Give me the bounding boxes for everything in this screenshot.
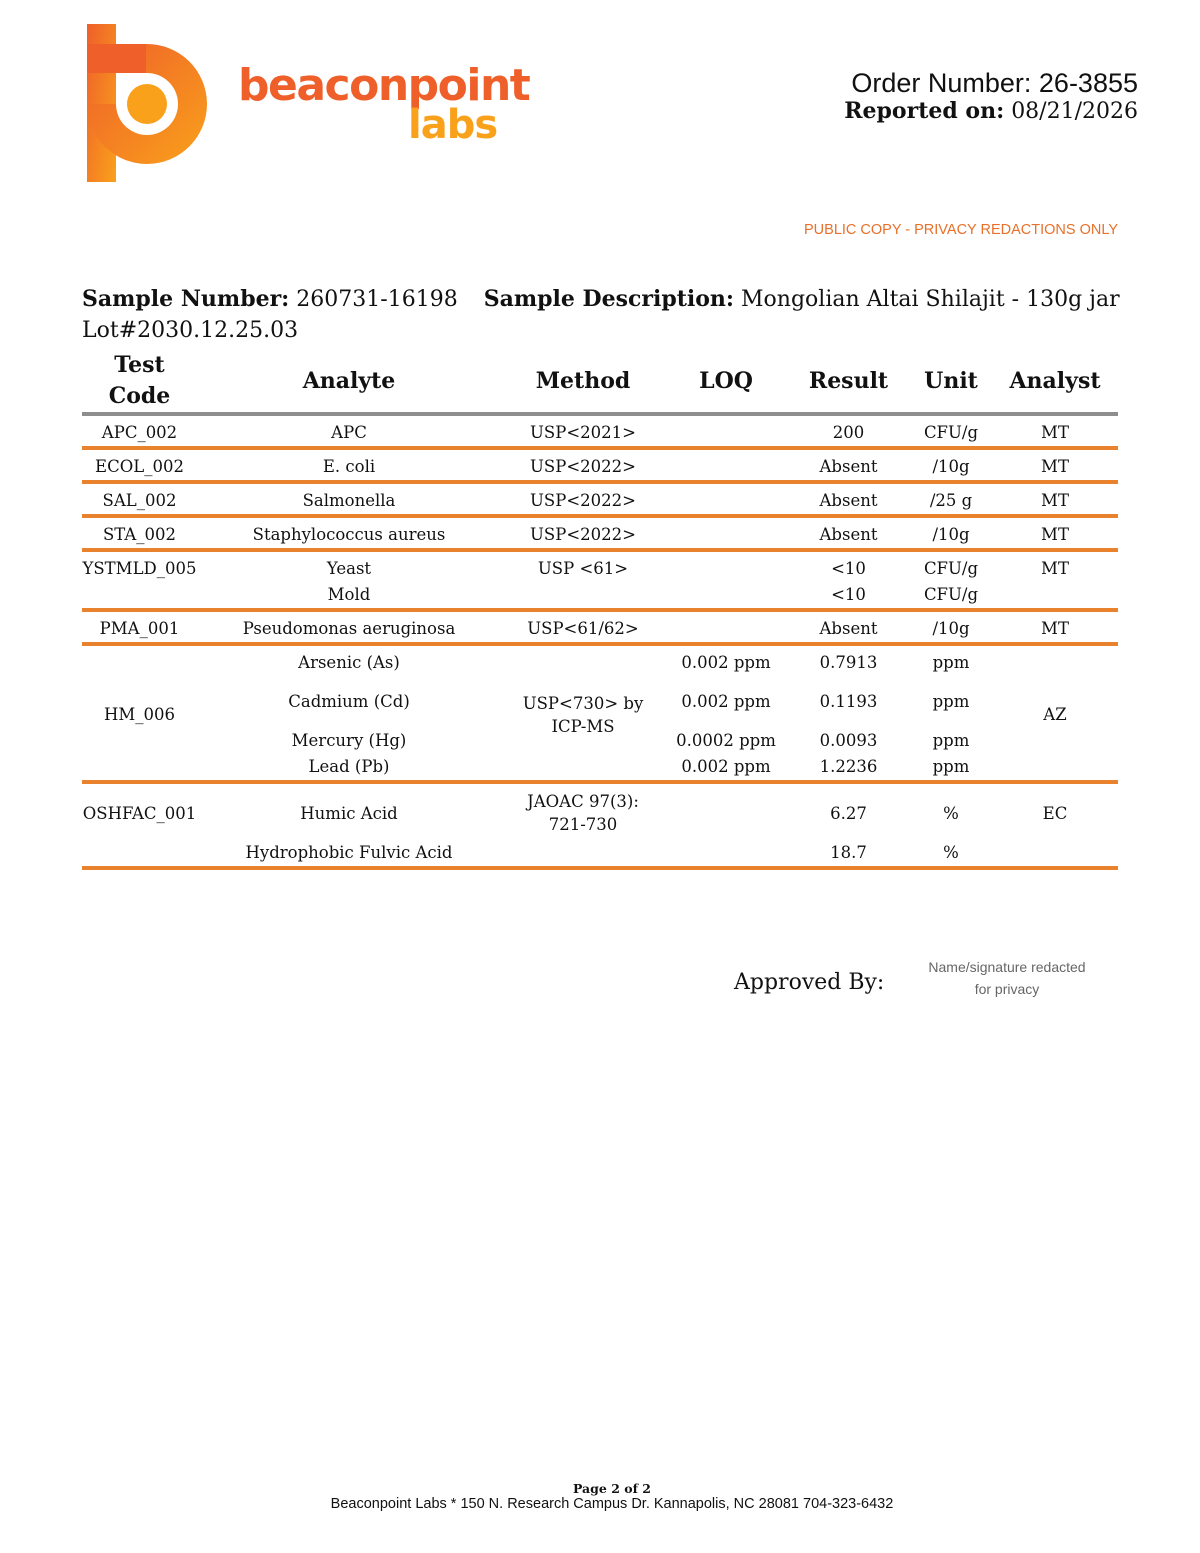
analyte: Humic Acid Hydrophobic Fulvic Acid xyxy=(197,782,501,868)
analyte: Yeast Mold xyxy=(197,550,501,610)
header-test-code: Test Code xyxy=(82,350,197,414)
unit: CFU/g CFU/g xyxy=(910,550,992,610)
method: USP<2022> xyxy=(501,482,665,516)
unit: % % xyxy=(910,782,992,868)
table-row xyxy=(82,448,1118,482)
test-code: ECOL_002 xyxy=(82,448,197,482)
redacted-line-2: for privacy xyxy=(974,981,1040,997)
order-number: Order Number: 26-3855 xyxy=(851,68,1138,98)
loq xyxy=(665,448,787,482)
sample-description-label: Sample Description: xyxy=(483,286,735,312)
unit: /25 g xyxy=(910,482,992,516)
unit: /10g xyxy=(910,610,992,644)
public-copy-notice: PUBLIC COPY - PRIVACY REDACTIONS ONLY xyxy=(804,222,1118,238)
table-row xyxy=(82,782,1118,868)
header-loq: LOQ xyxy=(665,350,787,414)
reported-date: 08/21/2026 xyxy=(1011,99,1138,124)
approved-by-label: Approved By: xyxy=(734,970,885,995)
method: USP<2022> xyxy=(501,448,665,482)
loq xyxy=(665,782,787,868)
loq xyxy=(665,516,787,550)
result: Absent xyxy=(787,610,910,644)
sample-info xyxy=(82,284,1122,346)
unit: /10g xyxy=(910,448,992,482)
test-code: APC_002 xyxy=(82,414,197,448)
table-row xyxy=(82,414,1118,448)
brand-sub: labs xyxy=(408,102,498,148)
loq xyxy=(665,414,787,448)
header-result: Result xyxy=(787,350,910,414)
test-code: HM_006 xyxy=(82,644,197,782)
method: USP <61> xyxy=(501,550,665,610)
redacted-line-1: Name/signature redacted xyxy=(928,959,1086,975)
analyte: Arsenic (As) Cadmium (Cd) Mercury (Hg) Lead (Pb) xyxy=(197,644,501,782)
results-table xyxy=(82,350,1118,870)
header-method: Method xyxy=(501,350,665,414)
loq: 0.002 ppm 0.002 ppm 0.0002 ppm 0.002 ppm xyxy=(665,644,787,782)
analyst: MT xyxy=(992,448,1118,482)
loq xyxy=(665,610,787,644)
test-code: STA_002 xyxy=(82,516,197,550)
page-footer xyxy=(0,1482,1200,1512)
analyte: E. coli xyxy=(197,448,501,482)
beaconpoint-mark-icon xyxy=(86,22,216,187)
analyst: MT xyxy=(992,482,1118,516)
table-row xyxy=(82,482,1118,516)
sample-number-label: Sample Number: xyxy=(82,286,290,312)
analyst: MT xyxy=(992,516,1118,550)
header-unit: Unit xyxy=(910,350,992,414)
test-code: SAL_002 xyxy=(82,482,197,516)
order-info xyxy=(844,68,1138,125)
sample-number: 260731-16198 xyxy=(296,287,458,312)
result: Absent xyxy=(787,482,910,516)
reported-label: Reported on: xyxy=(844,98,1005,124)
analyst: EC xyxy=(992,782,1118,868)
method: USP<2021> xyxy=(501,414,665,448)
sample-description: Mongolian Altai Shilajit - 130g jar Lot#2030.12.25.03 xyxy=(82,287,1120,343)
analyst: MT xyxy=(992,550,1118,610)
header-analyte: Analyte xyxy=(197,350,501,414)
analyst: AZ xyxy=(992,644,1118,782)
table-row xyxy=(82,550,1118,610)
table-row xyxy=(82,610,1118,644)
method: USP<61/62> xyxy=(501,610,665,644)
test-code: YSTMLD_005 xyxy=(82,550,197,610)
result: 200 xyxy=(787,414,910,448)
analyte: APC xyxy=(197,414,501,448)
unit: ppm ppm ppm ppm xyxy=(910,644,992,782)
method: USP<730> by ICP-MS xyxy=(501,644,665,782)
loq xyxy=(665,550,787,610)
table-row xyxy=(82,644,1118,782)
result: <10 <10 xyxy=(787,550,910,610)
redacted-signature xyxy=(904,956,1110,1000)
analyst: MT xyxy=(992,414,1118,448)
beaconpoint-logo xyxy=(86,22,530,187)
header-analyst: Analyst xyxy=(992,350,1118,414)
table-header-row xyxy=(82,350,1118,414)
analyte: Staphylococcus aureus xyxy=(197,516,501,550)
test-code: PMA_001 xyxy=(82,610,197,644)
analyte: Pseudomonas aeruginosa xyxy=(197,610,501,644)
brand-name: beaconpoint xyxy=(238,60,530,111)
analyte: Salmonella xyxy=(197,482,501,516)
unit: CFU/g xyxy=(910,414,992,448)
footer-address: Beaconpoint Labs * 150 N. Research Campus Dr. Kannapolis, NC 28081 704-323-6432 xyxy=(330,1496,894,1512)
loq xyxy=(665,482,787,516)
reported-on xyxy=(844,98,1138,125)
analyst: MT xyxy=(992,610,1118,644)
method: USP<2022> xyxy=(501,516,665,550)
table-row xyxy=(82,516,1118,550)
test-code: OSHFAC_001 xyxy=(82,782,197,868)
result: Absent xyxy=(787,516,910,550)
result: 6.27 18.7 xyxy=(787,782,910,868)
page-number: Page 2 of 2 xyxy=(572,1481,652,1496)
unit: /10g xyxy=(910,516,992,550)
method: JAOAC 97(3): 721-730 xyxy=(501,782,665,868)
result: 0.7913 0.1193 0.0093 1.2236 xyxy=(787,644,910,782)
result: Absent xyxy=(787,448,910,482)
